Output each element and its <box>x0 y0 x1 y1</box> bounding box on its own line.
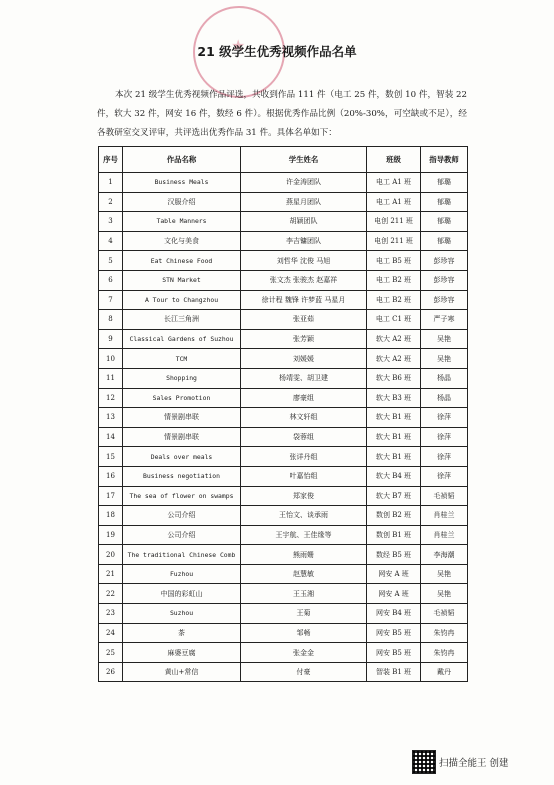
cell-class: 软大 B4 班 <box>367 466 421 486</box>
cell-work: Business Meals <box>123 173 241 193</box>
cell-no: 20 <box>99 545 123 565</box>
cell-work: 长江三角洲 <box>123 310 241 330</box>
cell-no: 26 <box>99 662 123 682</box>
cell-no: 18 <box>99 506 123 526</box>
table-row <box>99 486 468 506</box>
cell-class: 软大 B1 班 <box>367 427 421 447</box>
cell-no: 24 <box>99 623 123 643</box>
cell-students: 郑家俊 <box>241 486 367 506</box>
cell-no: 14 <box>99 427 123 447</box>
cell-class: 网安 A 班 <box>367 584 421 604</box>
cell-students: 燕星月团队 <box>241 192 367 212</box>
cell-work: 中国的彩虹山 <box>123 584 241 604</box>
table-row <box>99 408 468 428</box>
cell-class: 数创 B2 班 <box>367 506 421 526</box>
cell-students: 叶嘉怡组 <box>241 466 367 486</box>
cell-class: 电工 B5 班 <box>367 251 421 271</box>
cell-work: Eat Chinese Food <box>123 251 241 271</box>
cell-students: 袋蓉组 <box>241 427 367 447</box>
cell-teacher: 吴艳 <box>421 584 468 604</box>
cell-teacher: 郁璐 <box>421 192 468 212</box>
cell-work: Sales Promotion <box>123 388 241 408</box>
award-table <box>98 146 468 682</box>
cell-work: 茶 <box>123 623 241 643</box>
cell-no: 2 <box>99 192 123 212</box>
cell-work: 麻婆豆腐 <box>123 643 241 663</box>
cell-students: 熊雨姗 <box>241 545 367 565</box>
table-row <box>99 173 468 193</box>
cell-class: 电工 B2 班 <box>367 270 421 290</box>
cell-teacher: 肖桂兰 <box>421 506 468 526</box>
cell-students: 张详丹组 <box>241 447 367 467</box>
document-title: 21 级学生优秀视频作品名单 <box>197 44 357 59</box>
cell-students: 邹畅 <box>241 623 367 643</box>
watermark-text: 扫描全能王 创建 <box>439 758 509 769</box>
cell-no: 23 <box>99 604 123 624</box>
cell-work: The sea of flower on swamps <box>123 486 241 506</box>
table-header-row <box>99 147 468 173</box>
cell-work: 情景剧串联 <box>123 408 241 428</box>
cell-students: 张金金 <box>241 643 367 663</box>
cell-class: 网安 B5 班 <box>367 643 421 663</box>
cell-students: 刘媛媛 <box>241 349 367 369</box>
cell-teacher: 杨晶 <box>421 388 468 408</box>
table-row <box>99 368 468 388</box>
header-teacher: 指导教师 <box>421 147 468 173</box>
cell-no: 22 <box>99 584 123 604</box>
cell-teacher: 徐萍 <box>421 408 468 428</box>
cell-no: 8 <box>99 310 123 330</box>
header-work: 作品名称 <box>123 147 241 173</box>
cell-teacher: 徐萍 <box>421 466 468 486</box>
cell-teacher: 郁璐 <box>421 173 468 193</box>
table-row <box>99 584 468 604</box>
cell-teacher: 彭珍容 <box>421 270 468 290</box>
qr-code-icon <box>413 751 435 773</box>
cell-no: 12 <box>99 388 123 408</box>
cell-teacher: 吴艳 <box>421 329 468 349</box>
cell-class: 电工 A1 班 <box>367 192 421 212</box>
cell-students: 刘哲华 沈俊 马旭 <box>241 251 367 271</box>
cell-class: 智装 B1 班 <box>367 662 421 682</box>
table-row <box>99 564 468 584</box>
cell-no: 21 <box>99 564 123 584</box>
table-row <box>99 349 468 369</box>
cell-teacher: 杨晶 <box>421 368 468 388</box>
cell-teacher: 戴丹 <box>421 662 468 682</box>
cell-work: Deals over meals <box>123 447 241 467</box>
cell-students: 林文轩组 <box>241 408 367 428</box>
cell-no: 19 <box>99 525 123 545</box>
cell-class: 网安 B5 班 <box>367 623 421 643</box>
table-row <box>99 525 468 545</box>
cell-teacher: 严子寒 <box>421 310 468 330</box>
cell-students: 张文杰 张骏杰 赵嘉祥 <box>241 270 367 290</box>
cell-class: 电工 C1 班 <box>367 310 421 330</box>
table-row <box>99 623 468 643</box>
cell-students: 王宇航、王佳缘等 <box>241 525 367 545</box>
cell-students: 王玉湘 <box>241 584 367 604</box>
cell-students: 徐计程 魏锋 许梦蓝 马星月 <box>241 290 367 310</box>
cell-teacher: 吴艳 <box>421 349 468 369</box>
cell-work: The traditional Chinese Comb <box>123 545 241 565</box>
cell-students: 张芳颖 <box>241 329 367 349</box>
cell-no: 9 <box>99 329 123 349</box>
cell-no: 16 <box>99 466 123 486</box>
cell-teacher: 吴艳 <box>421 564 468 584</box>
cell-teacher: 徐萍 <box>421 447 468 467</box>
table-row <box>99 310 468 330</box>
cell-work: 情景剧串联 <box>123 427 241 447</box>
cell-class: 网安 B4 班 <box>367 604 421 624</box>
cell-teacher: 彭珍容 <box>421 290 468 310</box>
cell-work: TCM <box>123 349 241 369</box>
header-no: 序号 <box>99 147 123 173</box>
cell-students: 张亚茹 <box>241 310 367 330</box>
cell-work: Suzhou <box>123 604 241 624</box>
cell-no: 5 <box>99 251 123 271</box>
cell-work: Business negotiation <box>123 466 241 486</box>
cell-no: 17 <box>99 486 123 506</box>
cell-students: 王菊 <box>241 604 367 624</box>
table-row <box>99 270 468 290</box>
cell-no: 4 <box>99 231 123 251</box>
cell-work: 公司介绍 <box>123 506 241 526</box>
cell-work: 文化与美食 <box>123 231 241 251</box>
table-row <box>99 329 468 349</box>
table-row <box>99 604 468 624</box>
cell-teacher: 郁璐 <box>421 231 468 251</box>
cell-teacher: 肖桂兰 <box>421 525 468 545</box>
cell-students: 赵慧敏 <box>241 564 367 584</box>
cell-class: 软大 A2 班 <box>367 329 421 349</box>
cell-class: 软大 B3 班 <box>367 388 421 408</box>
cell-class: 电创 211 班 <box>367 231 421 251</box>
cell-class: 软大 B1 班 <box>367 408 421 428</box>
cell-students: 许金涛团队 <box>241 173 367 193</box>
table-row <box>99 447 468 467</box>
table-row <box>99 427 468 447</box>
cell-work: Shopping <box>123 368 241 388</box>
cell-no: 1 <box>99 173 123 193</box>
cell-work: 公司介绍 <box>123 525 241 545</box>
cell-work: Table Manners <box>123 212 241 232</box>
cell-teacher: 李海潮 <box>421 545 468 565</box>
intro-paragraph: 本次 21 级学生优秀视频作品评选，共收到作品 111 件（电工 25 件，数创 10 件，智装 22 件，软大 32 件，网安 16 件，数经 6 件）。根据优秀作品比例（20%-30%，可空缺或不足），经各教研室交叉评审，共评选出优秀作品 31 件。具体名单如下： <box>97 90 467 138</box>
cell-students: 王怡文、谈承雨 <box>241 506 367 526</box>
table-row <box>99 662 468 682</box>
cell-no: 15 <box>99 447 123 467</box>
cell-class: 软大 A2 班 <box>367 349 421 369</box>
cell-no: 11 <box>99 368 123 388</box>
cell-teacher: 毛祯韬 <box>421 604 468 624</box>
table-row <box>99 290 468 310</box>
table-row <box>99 506 468 526</box>
cell-class: 软大 B1 班 <box>367 447 421 467</box>
header-students: 学生姓名 <box>241 147 367 173</box>
table-row <box>99 643 468 663</box>
header-class: 班级 <box>367 147 421 173</box>
cell-work: Fuzhou <box>123 564 241 584</box>
cell-class: 数经 B5 班 <box>367 545 421 565</box>
cell-no: 25 <box>99 643 123 663</box>
cell-class: 电创 211 班 <box>367 212 421 232</box>
cell-students: 付豪 <box>241 662 367 682</box>
cell-work: Classical Gardens of Suzhou <box>123 329 241 349</box>
cell-class: 电工 B2 班 <box>367 290 421 310</box>
cell-work: STN Market <box>123 270 241 290</box>
cell-teacher: 徐萍 <box>421 427 468 447</box>
cell-class: 数创 B1 班 <box>367 525 421 545</box>
table-row <box>99 388 468 408</box>
table-row <box>99 231 468 251</box>
table-row <box>99 212 468 232</box>
cell-students: 李吉镛团队 <box>241 231 367 251</box>
cell-teacher: 朱钧冉 <box>421 643 468 663</box>
cell-teacher: 郁璐 <box>421 212 468 232</box>
scanner-watermark <box>413 751 509 773</box>
cell-no: 13 <box>99 408 123 428</box>
cell-class: 软大 B6 班 <box>367 368 421 388</box>
cell-class: 软大 B7 班 <box>367 486 421 506</box>
cell-work: 汉服介绍 <box>123 192 241 212</box>
cell-work: 黄山+常信 <box>123 662 241 682</box>
cell-no: 3 <box>99 212 123 232</box>
cell-no: 6 <box>99 270 123 290</box>
cell-class: 网安 A 班 <box>367 564 421 584</box>
cell-students: 胡颖团队 <box>241 212 367 232</box>
cell-teacher: 彭珍容 <box>421 251 468 271</box>
cell-teacher: 毛祯韬 <box>421 486 468 506</box>
table-row <box>99 192 468 212</box>
cell-no: 10 <box>99 349 123 369</box>
table-row <box>99 545 468 565</box>
cell-teacher: 朱钧冉 <box>421 623 468 643</box>
table-row <box>99 466 468 486</box>
cell-students: 廖豪组 <box>241 388 367 408</box>
cell-no: 7 <box>99 290 123 310</box>
table-row <box>99 251 468 271</box>
cell-work: A Tour to Changzhou <box>123 290 241 310</box>
cell-students: 杨靖雯、胡卫建 <box>241 368 367 388</box>
table-body <box>99 173 468 682</box>
cell-class: 电工 A1 班 <box>367 173 421 193</box>
